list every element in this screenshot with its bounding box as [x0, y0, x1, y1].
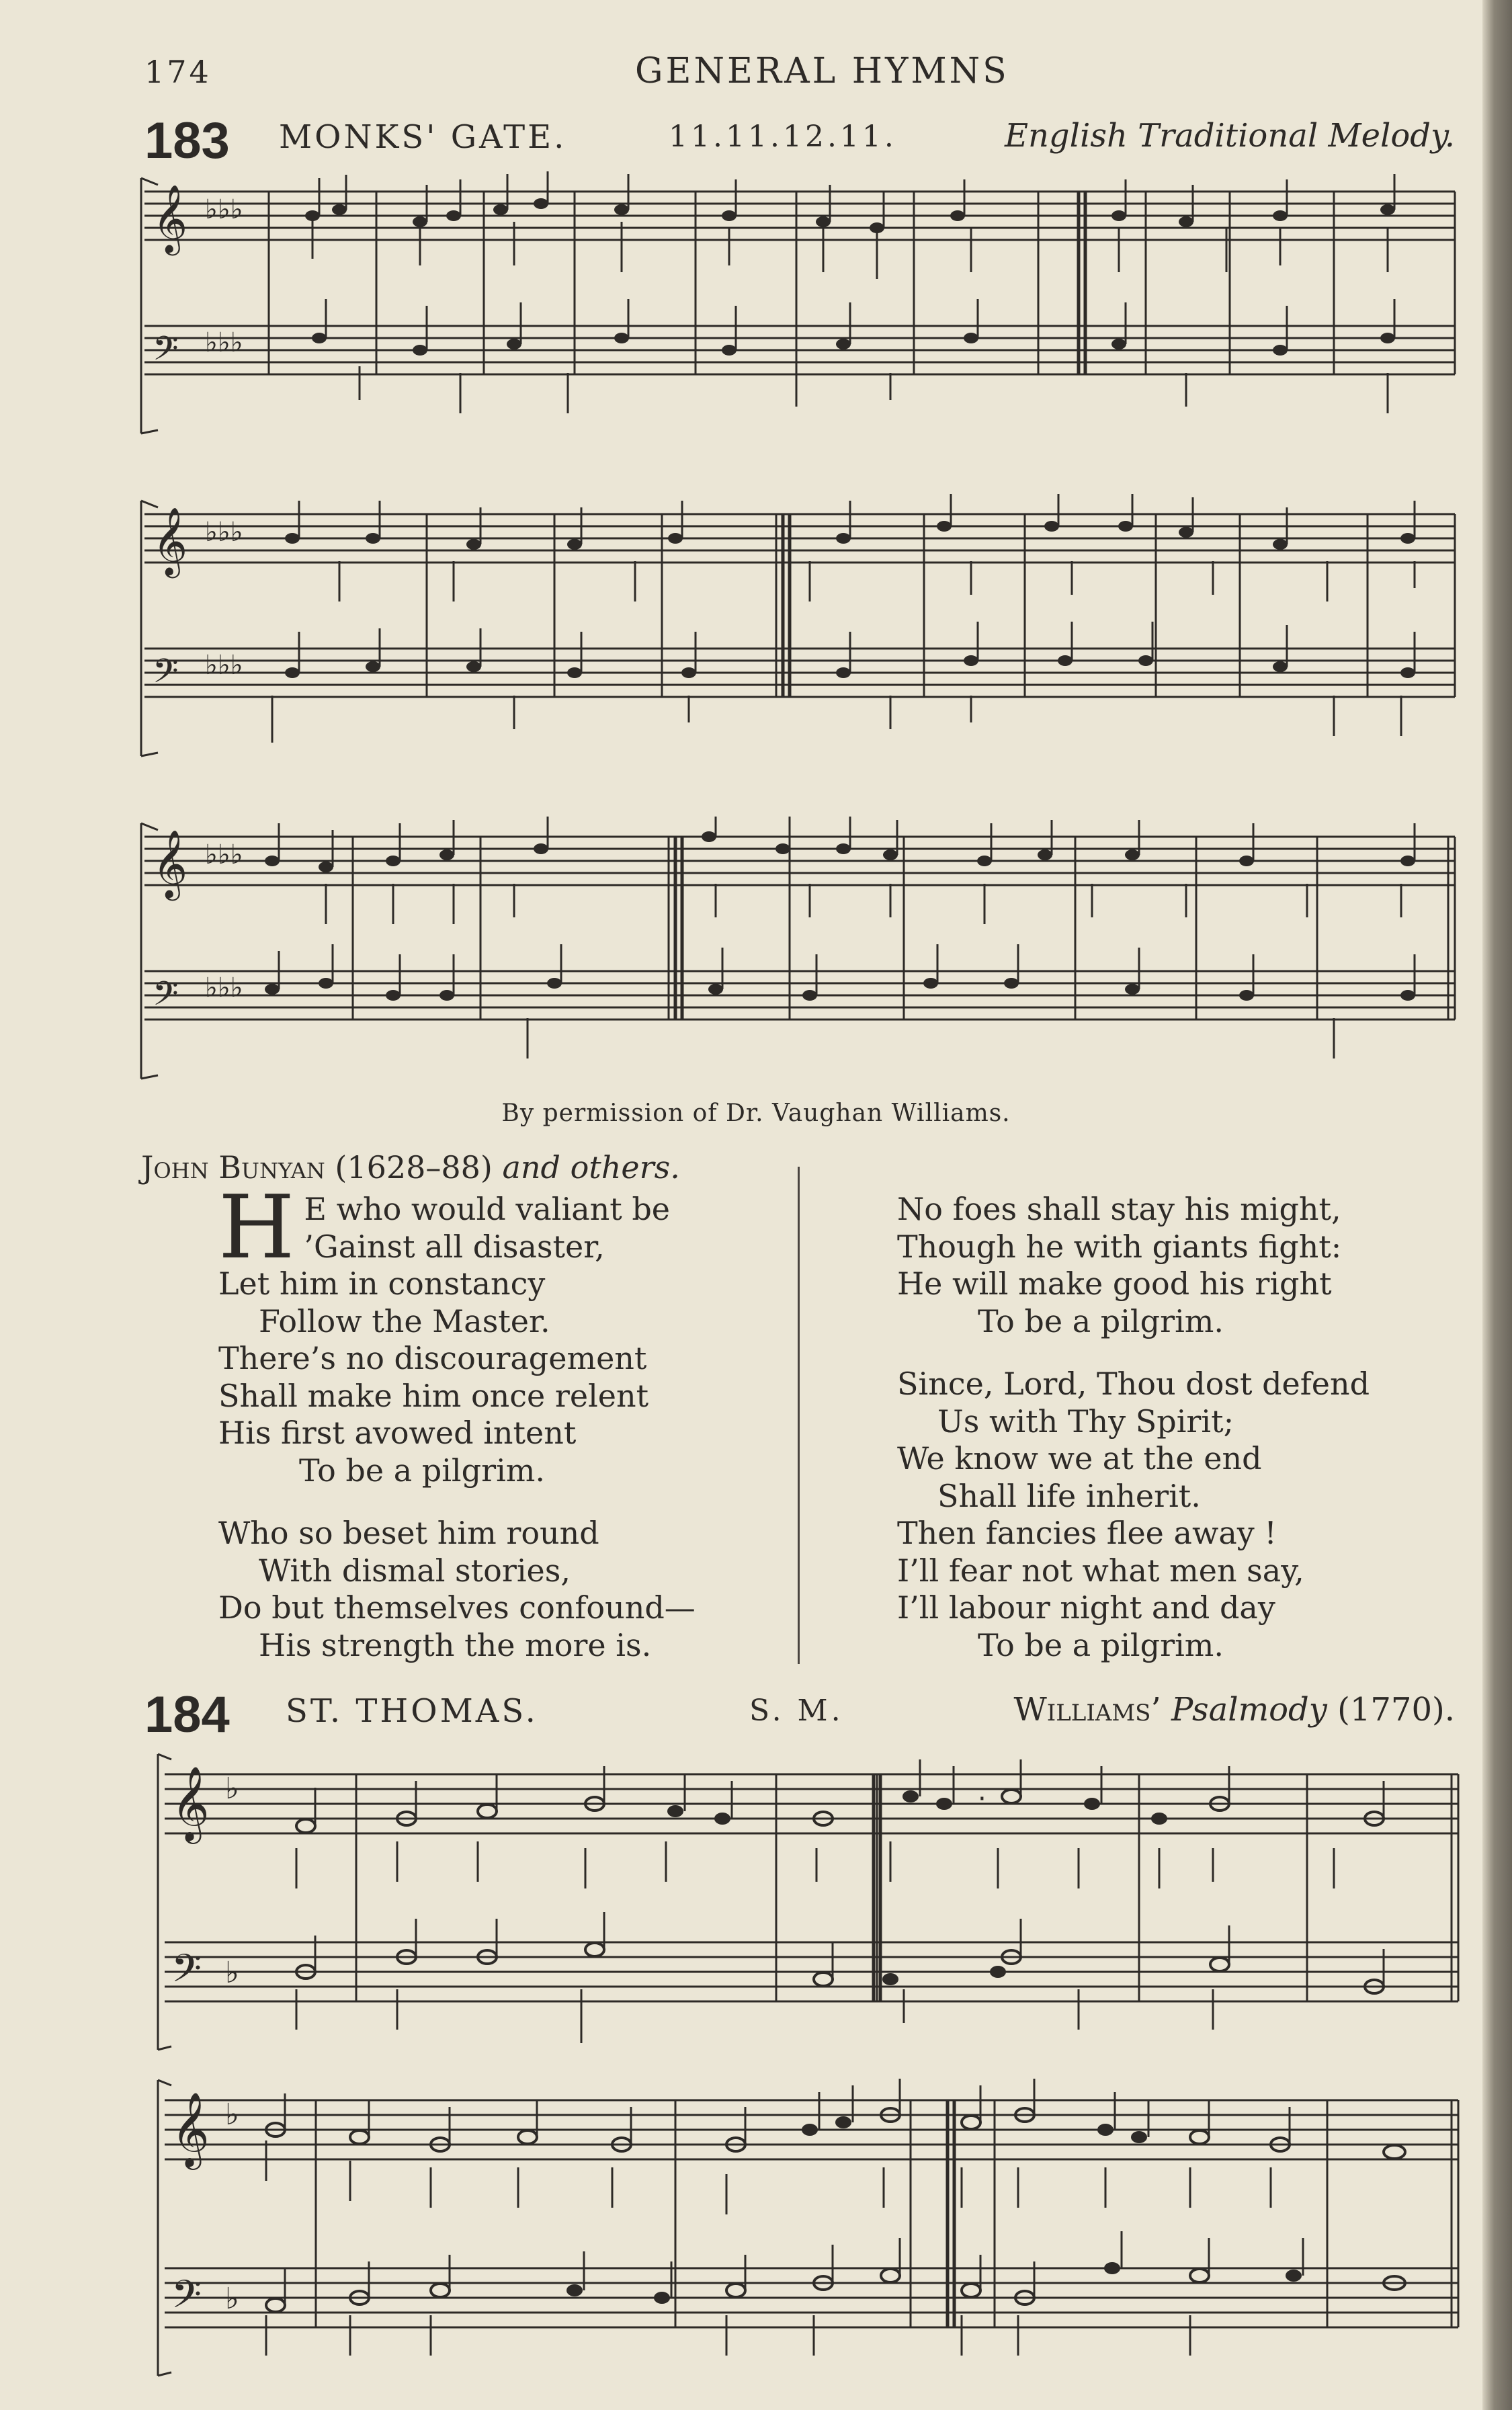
hymn-184-composer	[1013, 1691, 1455, 1729]
hymn-184-tune: ST. THOMAS.	[286, 1692, 538, 1730]
composer-work: Psalmody	[1171, 1691, 1327, 1729]
svg-text:𝄢: 𝄢	[171, 2272, 202, 2327]
hymn-183-tune: MONKS' GATE.	[279, 118, 567, 156]
verse-line: There’s no discouragement	[218, 1340, 647, 1376]
verse-line: Though he with giants fight:	[897, 1228, 1342, 1265]
hymn-184-music-system-2	[151, 2073, 1462, 2382]
verse-line: I’ll fear not what men say,	[897, 1552, 1304, 1589]
page-number: 174	[144, 54, 212, 90]
hymn-183-number: 183	[144, 112, 230, 169]
hymn-183-music-system-3	[138, 817, 1458, 1085]
permission-note: By permission of Dr. Vaughan Williams.	[501, 1099, 1011, 1127]
hymn-183-music-system-1	[138, 171, 1458, 440]
svg-text:♭♭♭: ♭♭♭	[205, 839, 243, 870]
verse-line: Then fancies flee away !	[897, 1515, 1277, 1551]
svg-text:♭♭♭: ♭♭♭	[205, 650, 243, 681]
verse-line: To be a pilgrim.	[978, 1626, 1224, 1663]
svg-text:♭: ♭	[225, 1772, 239, 1806]
page-edge-shadow	[1482, 0, 1512, 2410]
verse-line: To be a pilgrim.	[299, 1452, 546, 1489]
verse-line: His strength the more is.	[259, 1626, 652, 1663]
svg-text:𝄢: 𝄢	[153, 652, 179, 699]
drop-cap: H	[218, 1176, 295, 1278]
hymn-183-composer: English Traditional Melody.	[1004, 117, 1455, 155]
svg-text:𝄞: 𝄞	[171, 1765, 210, 1841]
svg-text:♭: ♭	[225, 2282, 239, 2316]
verse-line: To be a pilgrim.	[978, 1302, 1224, 1339]
svg-text:𝄢: 𝄢	[153, 974, 179, 1022]
verse-line: Shall life inherit.	[937, 1477, 1201, 1514]
svg-text:𝄢: 𝄢	[153, 329, 179, 376]
verses-left-column	[218, 1176, 790, 1664]
verse-line: Do but themselves confound—	[218, 1589, 696, 1626]
author-suffix: and others.	[502, 1149, 680, 1186]
svg-text:♭: ♭	[225, 1956, 239, 1990]
verse-line: E who would valiant be	[304, 1191, 671, 1227]
hymn-183-meter: 11.11.12.11.	[669, 120, 897, 154]
verse-4	[897, 1366, 1462, 1664]
svg-text:𝄞: 𝄞	[153, 829, 188, 898]
hymn-184-music-system-1	[151, 1747, 1462, 2056]
verse-line: Since, Lord, Thou dost defend	[897, 1366, 1370, 1402]
svg-text:♭♭♭: ♭♭♭	[205, 327, 243, 358]
hymn-183-music-system-2	[138, 494, 1458, 763]
verse-line: He will make good his right	[897, 1265, 1332, 1302]
verse-line: I’ll labour night and day	[897, 1589, 1275, 1626]
verse-line: No foes shall stay his might,	[897, 1191, 1341, 1227]
composer-name: Williams’	[1013, 1691, 1161, 1729]
svg-text:♭♭♭: ♭♭♭	[205, 194, 243, 225]
hymn-184-number: 184	[144, 1686, 230, 1743]
svg-text:·: ·	[978, 1784, 986, 1815]
running-title: GENERAL HYMNS	[635, 51, 1009, 91]
composer-year: (1770).	[1337, 1691, 1455, 1729]
verse-1	[218, 1176, 790, 1489]
svg-text:𝄞: 𝄞	[153, 183, 188, 253]
verse-line: Let him in constancy	[218, 1265, 546, 1302]
verses-right-column	[897, 1191, 1462, 1664]
hymn-183-heading	[144, 112, 1455, 169]
svg-text:♭♭♭: ♭♭♭	[205, 972, 243, 1003]
author-dates: (1628–88)	[335, 1149, 493, 1186]
svg-text:♭♭♭: ♭♭♭	[205, 517, 243, 548]
svg-text:𝄞: 𝄞	[153, 506, 188, 575]
verse-line: Us with Thy Spirit;	[937, 1403, 1234, 1440]
hymn-184-heading	[144, 1686, 1455, 1743]
author-name: John Bunyan	[141, 1149, 325, 1186]
verse-2	[218, 1515, 790, 1664]
verse-line: ’Gainst all disaster,	[304, 1228, 605, 1265]
verse-line: With dismal stories,	[259, 1552, 571, 1589]
svg-text:𝄞: 𝄞	[171, 2091, 210, 2167]
svg-text:♭: ♭	[225, 2097, 239, 2132]
verse-line: We know we at the end	[897, 1440, 1262, 1477]
verse-line: Who so beset him round	[218, 1515, 599, 1551]
column-divider	[798, 1167, 800, 1664]
svg-text:𝄢: 𝄢	[171, 1946, 202, 2001]
verse-line: Follow the Master.	[259, 1302, 550, 1339]
verse-line: His first avowed intent	[218, 1415, 577, 1451]
verse-line: Shall make him once relent	[218, 1377, 649, 1414]
hymn-184-meter: S. M.	[749, 1694, 844, 1728]
verse-3	[897, 1191, 1462, 1340]
